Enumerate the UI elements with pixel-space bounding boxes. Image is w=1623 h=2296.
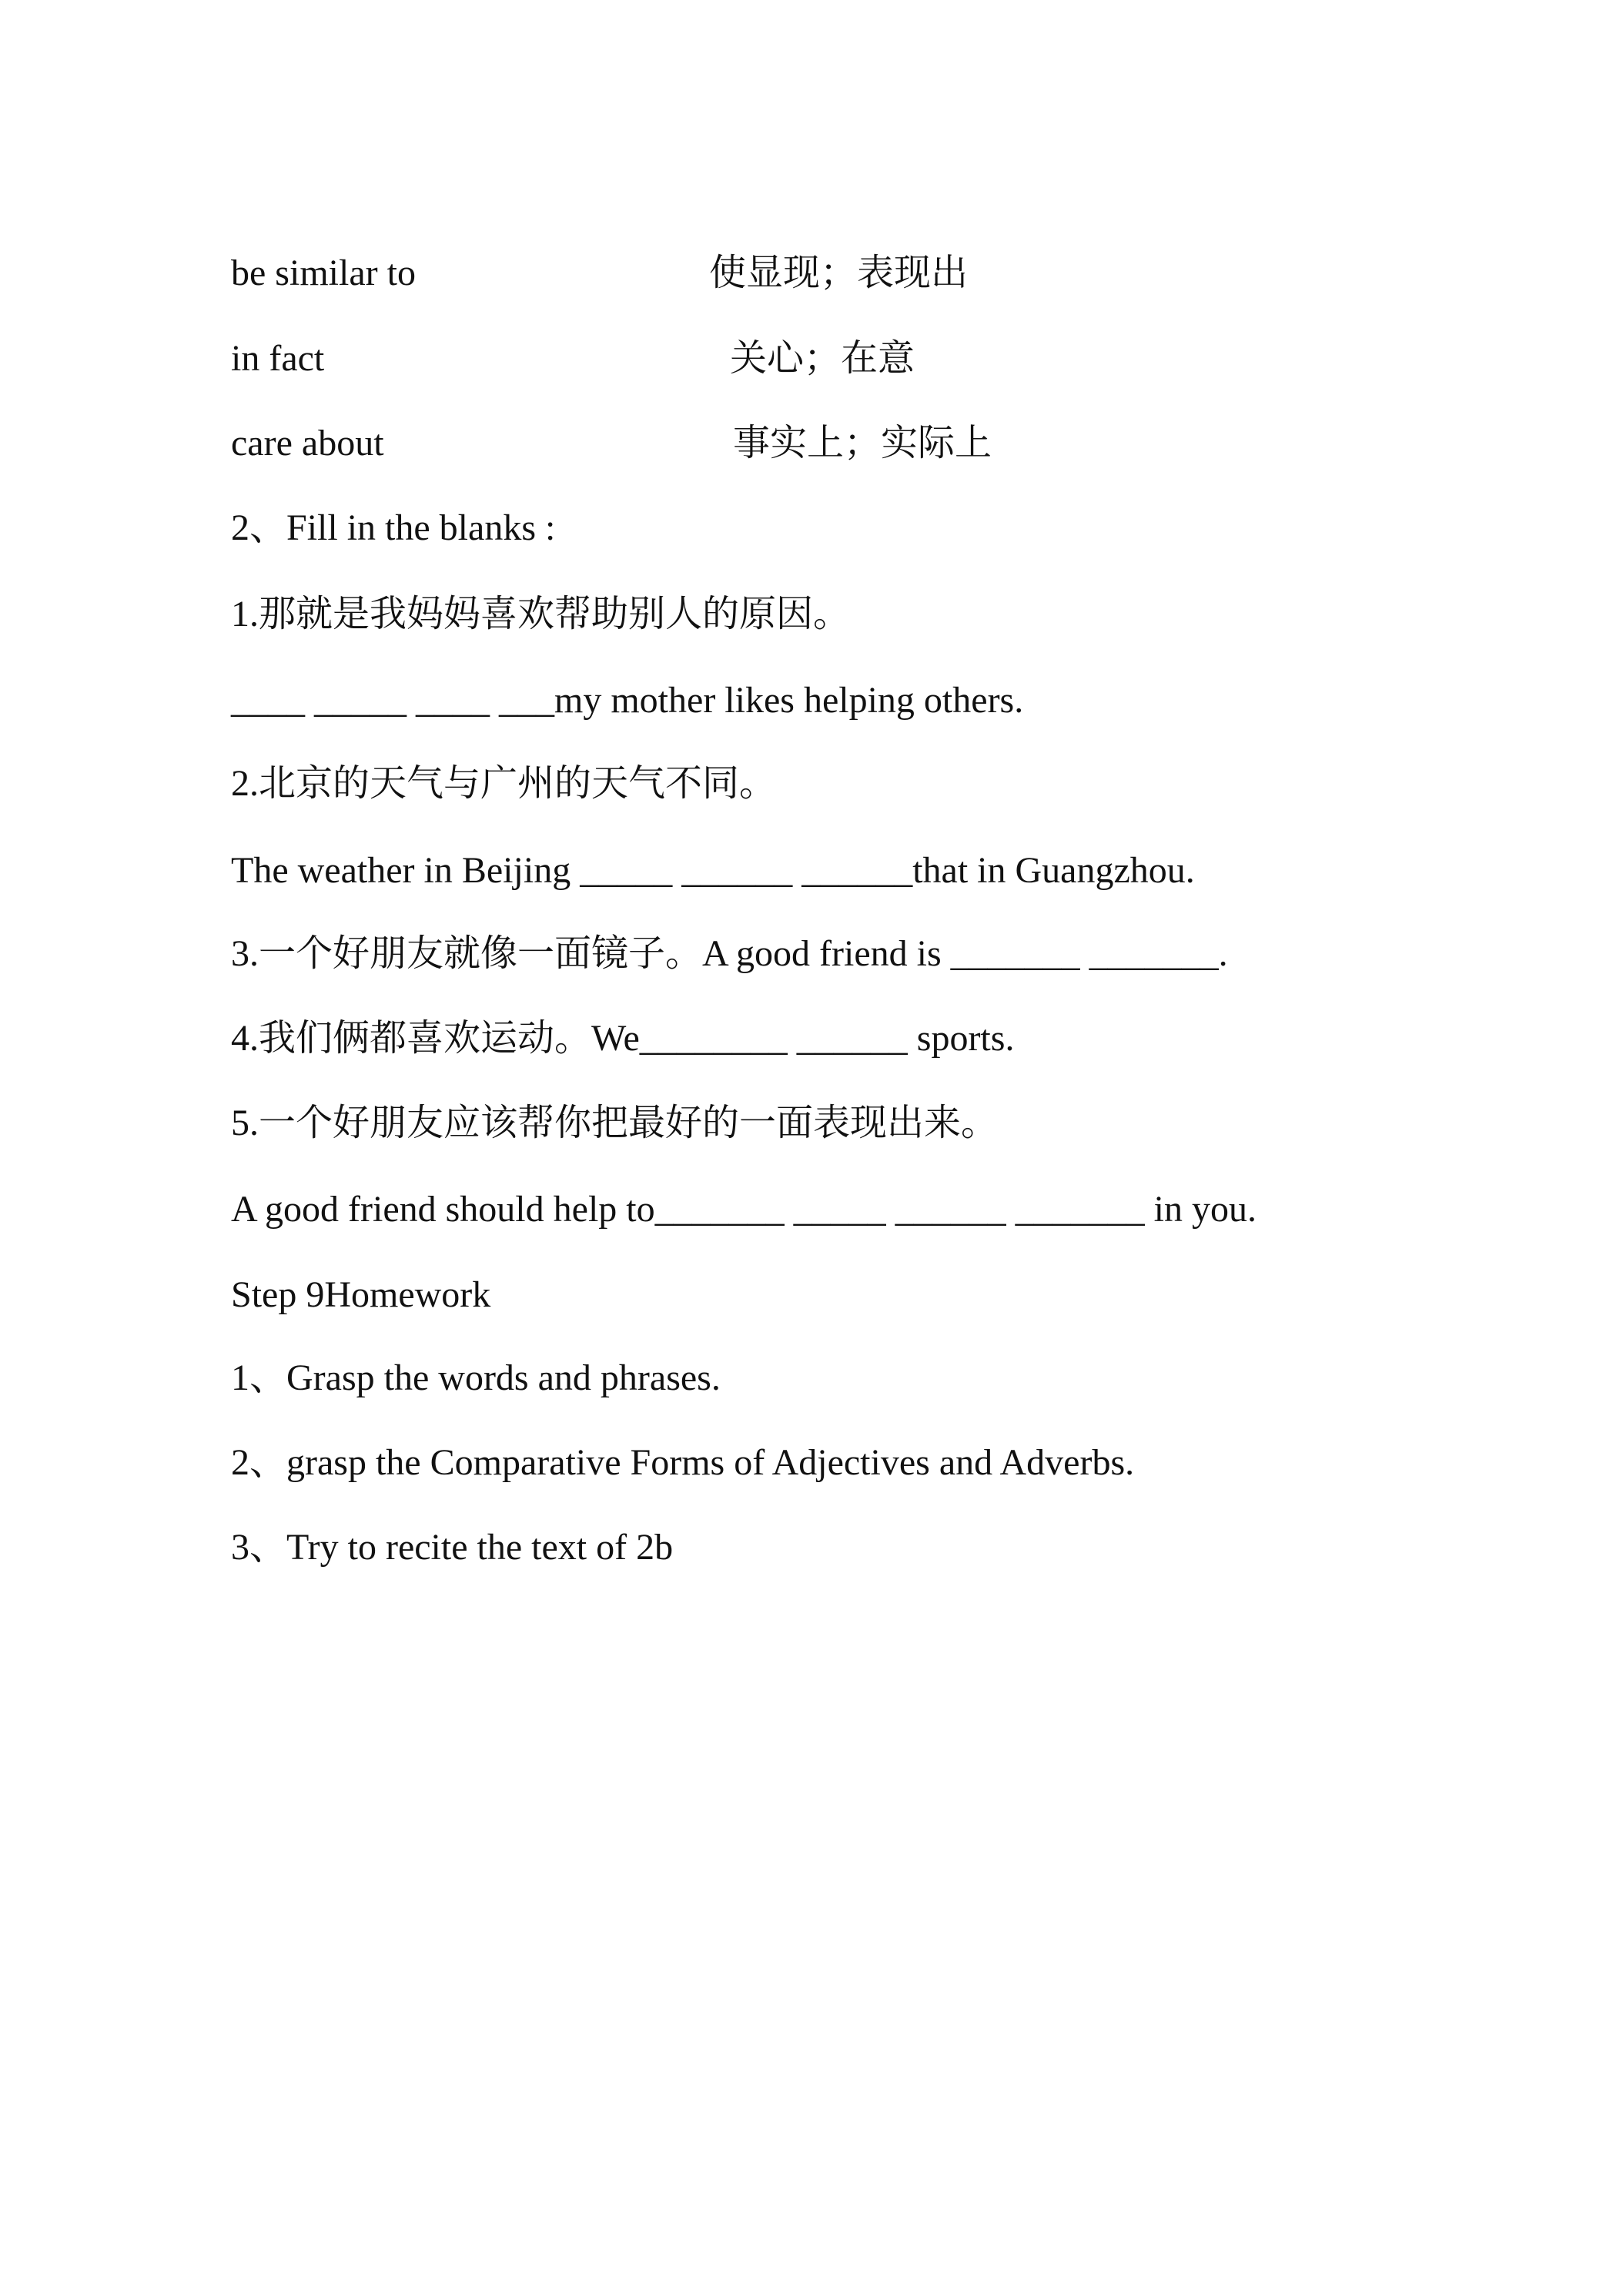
homework-item: 2、grasp the Comparative Forms of Adjectives and Adverbs. [231,1442,1135,1483]
vocab-phrase: be similar to [231,253,416,293]
vocab-meaning: 关心；在意 [730,338,915,379]
exercise-prompt-chinese: 2.北京的天气与广州的天气不同。 [231,763,777,804]
vocab-phrase: in fact [231,338,325,379]
exercise-blank-sentence: ____ _____ ____ ___my mother likes helping others. [231,680,1024,721]
homework-item: 1、Grasp the words and phrases. [231,1357,721,1398]
homework-heading: Step 9Homework [231,1274,491,1315]
exercise-combined-line: 3.一个好朋友就像一面镜子。A good friend is _______ _______. [231,933,1228,974]
exercise-combined-line: 4.我们俩都喜欢运动。We________ ______ sports. [231,1018,1015,1059]
exercise-prompt-chinese: 1.那就是我妈妈喜欢帮助别人的原因。 [231,594,851,634]
vocab-meaning: 使显现；表现出 [709,253,969,293]
exercise-blank-sentence: The weather in Beijing _____ ______ ______that in Guangzhou. [231,850,1195,891]
exercise-prompt-chinese: 5.一个好朋友应该帮你把最好的一面表现出来。 [231,1103,999,1143]
vocab-meaning: 事实上；实际上 [733,423,992,464]
homework-item: 3、Try to recite the text of 2b [231,1527,674,1568]
fill-blanks-heading: 2、Fill in the blanks : [231,507,556,548]
exercise-blank-sentence: A good friend should help to_______ _____ ______ _______ in you. [231,1189,1257,1230]
vocab-phrase: care about [231,423,384,464]
